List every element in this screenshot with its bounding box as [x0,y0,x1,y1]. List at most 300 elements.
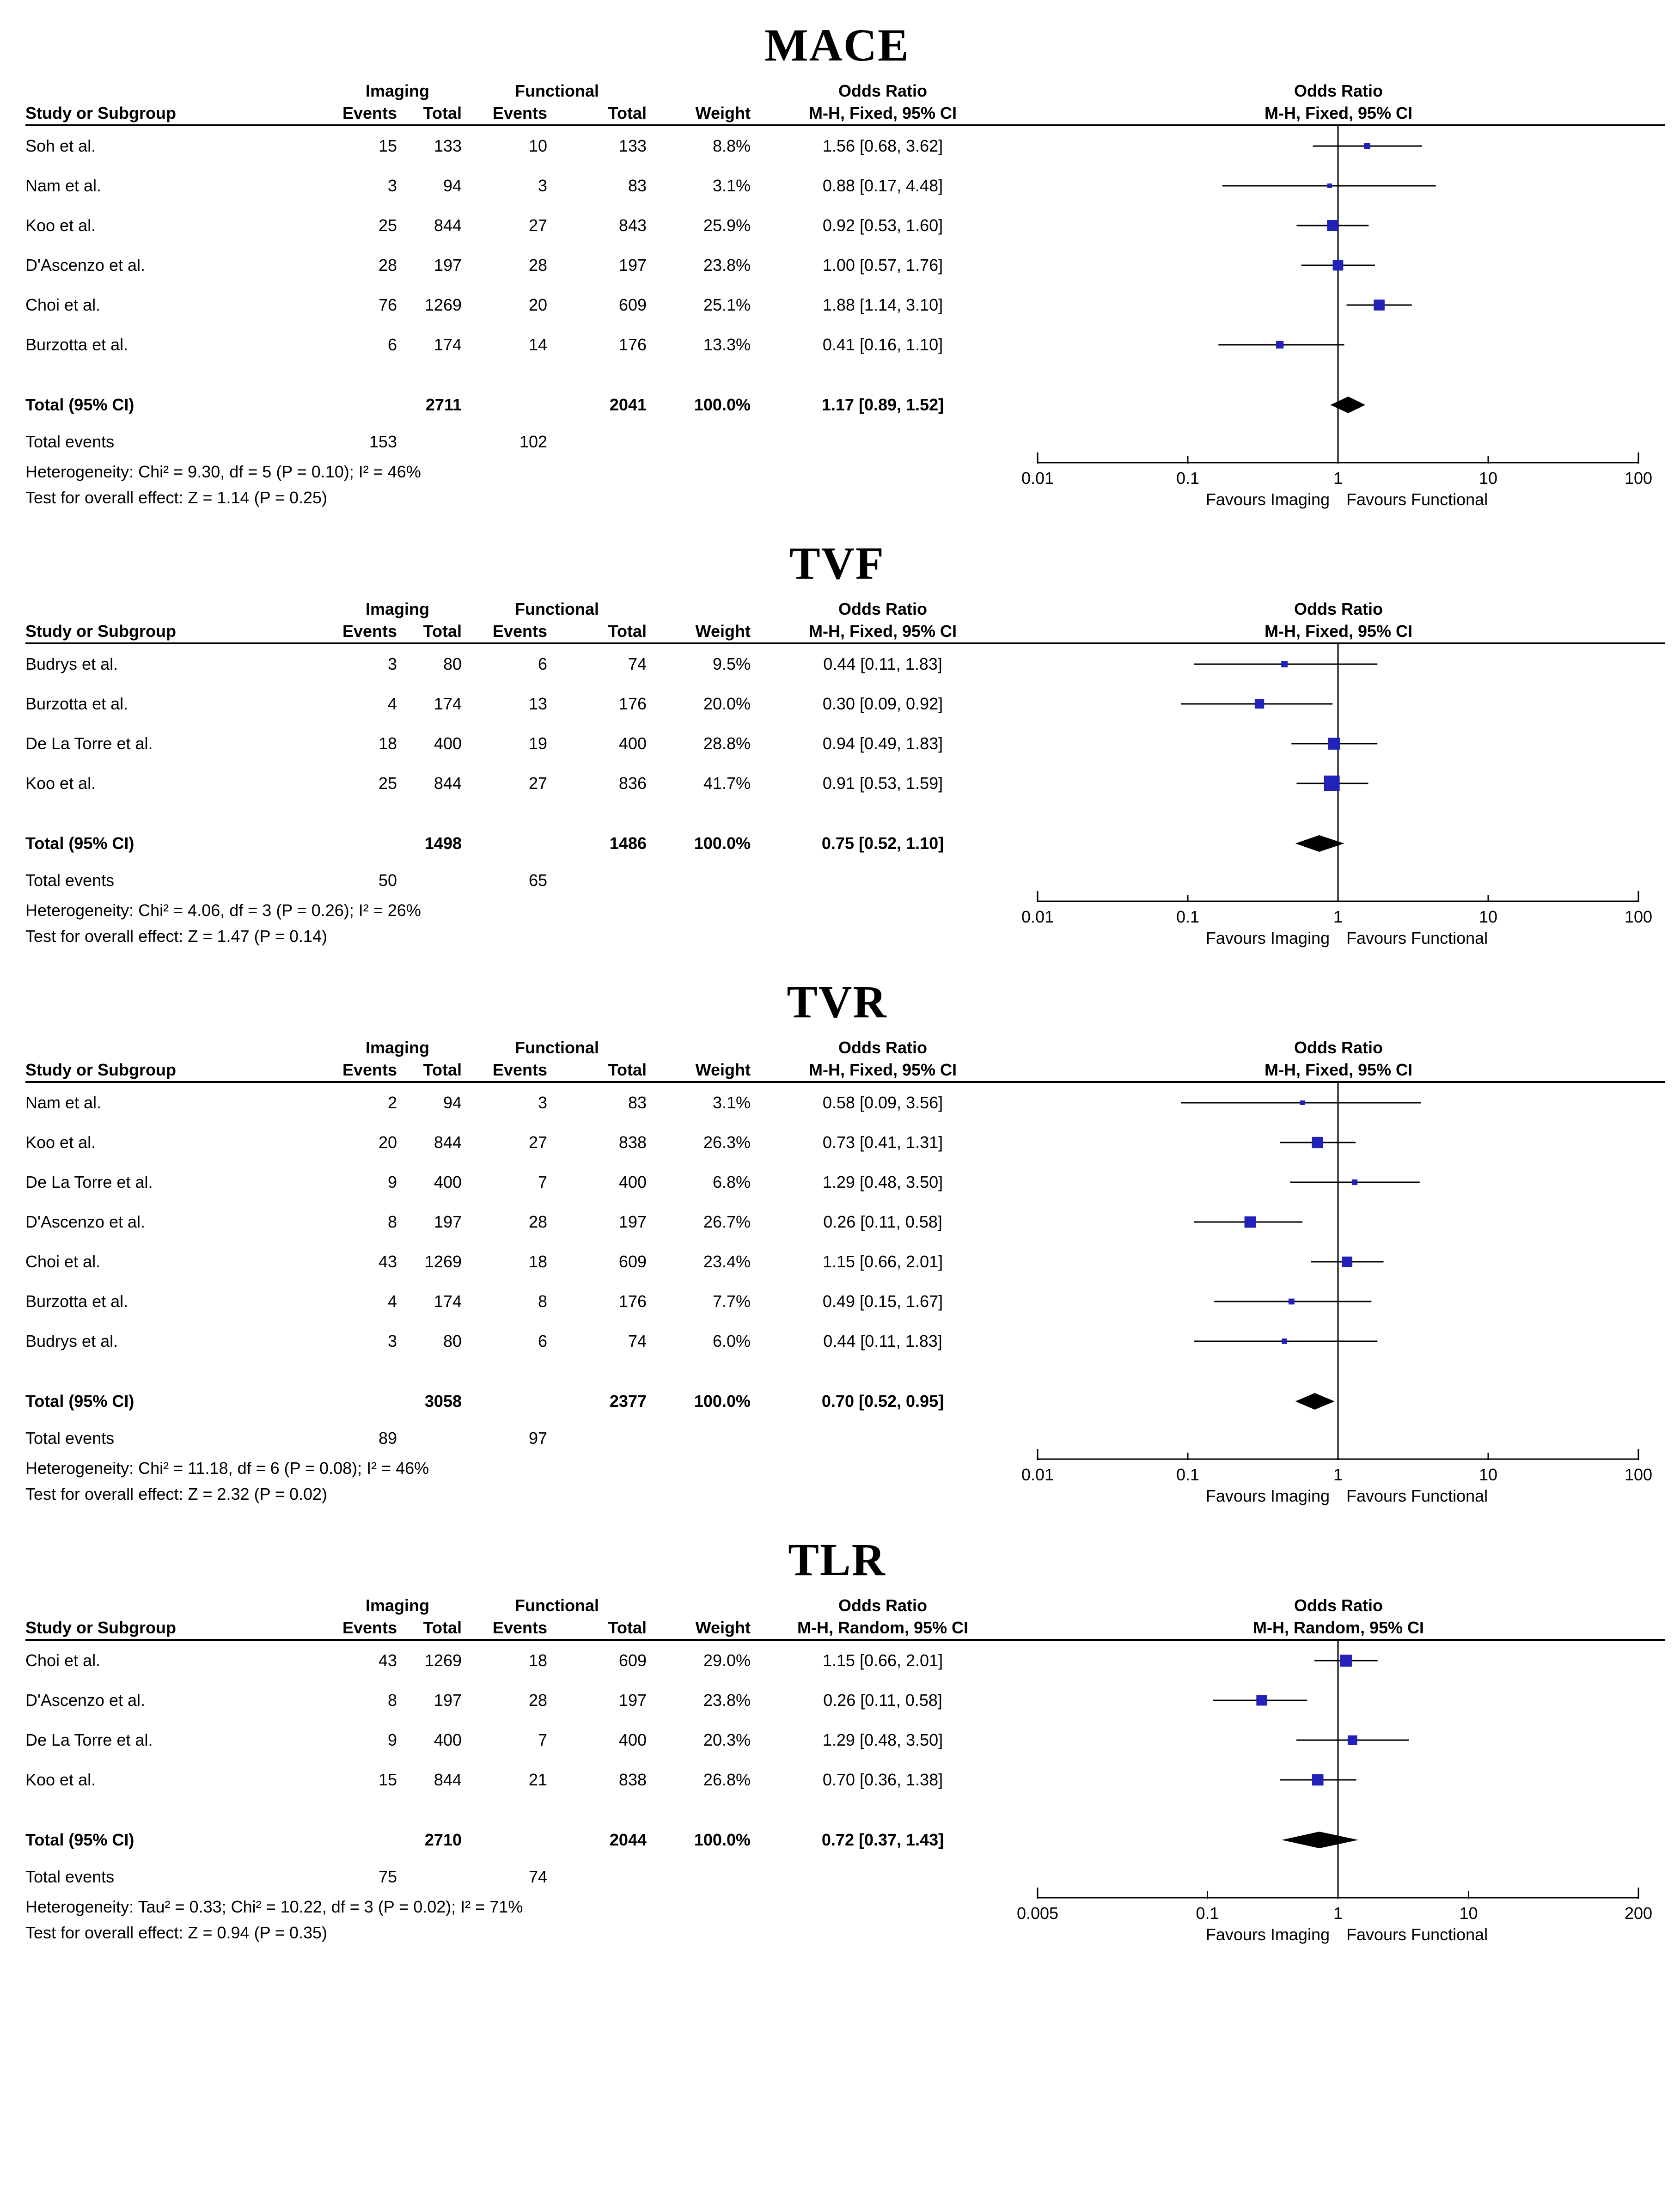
imaging-events: 8 [387,1691,397,1710]
study-row [25,1083,1665,1123]
functional-events: 3 [538,176,547,195]
imaging-total: 174 [434,335,462,354]
axis-tick-label: 0.01 [1021,907,1054,926]
total-label: Total (95% CI) [25,395,134,414]
total-or-ci: 0.70 [0.52, 0.95] [821,1392,944,1411]
spacer-row [25,1361,1665,1381]
study-name: Koo et al. [25,1133,96,1152]
study-name: De La Torre et al. [25,1173,153,1192]
functional-events: 27 [528,774,547,793]
study-column-header: Study or Subgroup [25,1060,176,1079]
weight-column-header: Weight [695,1060,751,1079]
total-functional-n: 2044 [609,1830,647,1849]
study-name: Soh et al. [25,136,96,155]
total-events-functional: 102 [519,432,547,451]
or-ci-value: 1.56 [0.68, 3.62] [822,136,943,155]
method-column-header: M-H, Fixed, 95% CI [808,1060,957,1079]
study-name: Koo et al. [25,774,96,793]
imaging-group-label: Imaging [365,81,429,100]
total-events-imaging: 89 [378,1429,397,1448]
favours-left-label: Favours Imaging [1205,1486,1330,1505]
study-name: D'Ascenzo et al. [25,1212,145,1231]
study-row [25,245,1665,285]
or-ci-value: 0.49 [0.15, 1.67] [822,1292,943,1311]
forest-panel [0,1533,1674,1946]
functional-total-header: Total [608,1618,647,1637]
functional-events: 19 [528,734,547,753]
axis-tick-label: 0.01 [1021,469,1054,488]
total-label: Total (95% CI) [25,1830,134,1849]
study-row [25,1641,1665,1680]
or-ci-value: 0.91 [0.53, 1.59] [822,774,943,793]
or-ci-value: 0.44 [0.11, 1.83] [823,1332,942,1350]
odds-ratio-column-label: Odds Ratio [838,1596,927,1615]
functional-events: 20 [528,295,547,314]
imaging-events: 3 [387,1332,397,1350]
imaging-total: 174 [434,694,462,713]
column-header-row [25,102,1665,124]
weight-value: 26.8% [703,1770,751,1789]
total-row [25,1381,1665,1421]
or-ci-value: 0.94 [0.49, 1.83] [822,734,943,753]
total-events-functional: 97 [528,1429,547,1448]
or-ci-value: 1.15 [0.66, 2.01] [822,1252,943,1271]
weight-value: 20.0% [703,694,751,713]
total-or-ci: 0.72 [0.37, 1.43] [821,1830,944,1849]
study-name: Nam et al. [25,176,102,195]
functional-total: 609 [618,1651,647,1670]
or-ci-value: 0.92 [0.53, 1.60] [822,216,943,235]
total-events-row [25,1860,1665,1894]
study-row [25,724,1665,764]
functional-events: 27 [528,216,547,235]
axis-tick-label: 0.1 [1176,469,1200,488]
panel-title: MACE [764,19,910,71]
total-weight: 100.0% [694,395,751,414]
panel-title: TLR [788,1534,886,1585]
total-events-label: Total events [25,432,115,451]
functional-total-header: Total [608,1060,647,1079]
overall-effect-text: Test for overall effect: Z = 2.32 (P = 0.02) [25,1485,328,1503]
total-events-row [25,1421,1665,1455]
imaging-events: 8 [387,1212,397,1231]
imaging-total: 1269 [424,1651,462,1670]
weight-value: 9.5% [712,654,751,673]
group-header-row [25,1595,1665,1617]
or-ci-value: 0.44 [0.11, 1.83] [823,654,942,673]
imaging-total: 844 [434,774,462,793]
study-row [25,1123,1665,1162]
functional-events-header: Events [492,622,547,641]
imaging-events: 4 [387,694,397,713]
study-name: Burzotta et al. [25,694,128,713]
total-imaging-n: 1498 [424,834,462,853]
weight-value: 26.7% [703,1212,751,1231]
functional-events: 7 [538,1173,547,1192]
total-events-functional: 65 [528,871,547,890]
study-name: Koo et al. [25,216,96,235]
axis-tick-label: 100 [1624,907,1653,926]
functional-events: 14 [528,335,547,354]
imaging-total: 844 [434,216,462,235]
imaging-total: 844 [434,1770,462,1789]
or-ci-value: 0.70 [0.36, 1.38] [822,1770,943,1789]
total-events-label: Total events [25,1867,115,1886]
study-name: D'Ascenzo et al. [25,1691,145,1710]
spacer-row [25,365,1665,385]
functional-total: 133 [618,136,647,155]
forest-panel [0,975,1674,1507]
heterogeneity-text: Heterogeneity: Chi² = 11.18, df = 6 (P = 0.08); I² = 46% [25,1459,429,1478]
imaging-total: 80 [443,1332,462,1350]
or-ci-value: 0.58 [0.09, 3.56] [822,1093,943,1112]
total-weight: 100.0% [694,834,751,853]
imaging-total: 400 [434,734,462,753]
functional-events: 28 [528,1691,547,1710]
weight-value: 6.8% [712,1173,751,1192]
functional-total: 843 [618,216,647,235]
axis-tick-label: 1 [1333,907,1343,926]
axis-tick-label: 10 [1478,1465,1498,1484]
imaging-events: 15 [378,136,397,155]
axis-tick-label: 1 [1333,1465,1343,1484]
imaging-events: 25 [378,216,397,235]
imaging-events: 3 [387,654,397,673]
imaging-events-header: Events [342,1618,397,1637]
total-events-label: Total events [25,1429,115,1448]
study-name: Choi et al. [25,1651,101,1670]
study-rows [25,126,1665,365]
weight-value: 7.7% [712,1292,751,1311]
odds-ratio-column-label: Odds Ratio [838,1038,927,1057]
total-row [25,824,1665,863]
study-name: Budrys et al. [25,654,118,673]
imaging-events: 9 [387,1173,397,1192]
or-ci-value: 0.73 [0.41, 1.31] [822,1133,943,1152]
panel-table [0,1037,1674,1507]
imaging-events: 76 [378,295,397,314]
axis-tick-label: 1 [1333,1904,1343,1923]
functional-total: 74 [628,654,647,673]
imaging-total: 197 [434,1691,462,1710]
study-row [25,325,1665,365]
imaging-total: 94 [443,1093,462,1112]
axis-tick-label: 1 [1333,469,1343,488]
functional-total: 838 [618,1133,647,1152]
study-rows [25,644,1665,803]
functional-events: 21 [528,1770,547,1789]
total-imaging-n: 2710 [424,1830,462,1849]
weight-value: 26.3% [703,1133,751,1152]
column-header-row [25,1617,1665,1639]
weight-value: 3.1% [712,1093,751,1112]
study-name: Budrys et al. [25,1332,118,1350]
or-ci-value: 0.41 [0.16, 1.10] [822,335,943,354]
imaging-events-header: Events [342,1060,397,1079]
axis-tick-label: 0.1 [1176,1465,1200,1484]
study-name: Burzotta et al. [25,1292,128,1311]
total-events-imaging: 75 [378,1867,397,1886]
weight-value: 23.8% [703,1691,751,1710]
imaging-total: 133 [434,136,462,155]
panel-title: TVR [787,976,887,1027]
weight-value: 23.4% [703,1252,751,1271]
study-row [25,684,1665,724]
functional-events: 7 [538,1730,547,1749]
favours-left-label: Favours Imaging [1205,1925,1330,1944]
total-events-functional: 74 [528,1867,547,1886]
spacer-row [25,803,1665,824]
overall-effect-text: Test for overall effect: Z = 1.14 (P = 0.25) [25,488,328,507]
weight-column-header: Weight [695,1618,751,1637]
imaging-events: 20 [378,1133,397,1152]
total-weight: 100.0% [694,1830,751,1849]
imaging-events: 9 [387,1730,397,1749]
weight-column-header: Weight [695,104,751,122]
functional-events: 6 [538,1332,547,1350]
heterogeneity-text: Heterogeneity: Chi² = 4.06, df = 3 (P = 0.26); I² = 26% [25,901,421,920]
axis-tick-label: 0.005 [1016,1904,1059,1923]
study-row [25,1242,1665,1282]
functional-events: 8 [538,1292,547,1311]
group-header-row [25,598,1665,620]
study-name: D'Ascenzo et al. [25,256,145,275]
imaging-events: 2 [387,1093,397,1112]
or-ci-value: 1.29 [0.48, 3.50] [822,1173,943,1192]
total-functional-n: 2377 [609,1392,647,1411]
method-column-header: M-H, Random, 95% CI [797,1618,969,1637]
overall-effect-text: Test for overall effect: Z = 1.47 (P = 0.14) [25,927,328,946]
study-rows [25,1083,1665,1361]
imaging-events: 18 [378,734,397,753]
imaging-total: 1269 [424,1252,462,1271]
imaging-total: 80 [443,654,462,673]
functional-events: 28 [528,1212,547,1231]
total-events-imaging: 50 [378,871,397,890]
functional-group-label: Functional [515,599,599,618]
functional-events-header: Events [492,104,547,122]
functional-total: 400 [618,1730,647,1749]
weight-value: 28.8% [703,734,751,753]
odds-ratio-column-label: Odds Ratio [838,599,927,618]
weight-value: 25.1% [703,295,751,314]
functional-events-header: Events [492,1618,547,1637]
plot-odds-ratio-label: Odds Ratio [1294,81,1383,100]
imaging-total: 400 [434,1730,462,1749]
or-ci-value: 1.15 [0.66, 2.01] [822,1651,943,1670]
imaging-events: 43 [378,1252,397,1271]
functional-total-header: Total [608,622,647,641]
study-name: Burzotta et al. [25,335,128,354]
functional-total: 83 [628,176,647,195]
axis-tick-label: 100 [1624,469,1653,488]
functional-events: 18 [528,1651,547,1670]
imaging-events: 43 [378,1651,397,1670]
total-or-ci: 0.75 [0.52, 1.10] [821,834,944,853]
functional-events-header: Events [492,1060,547,1079]
functional-events: 27 [528,1133,547,1152]
or-ci-value: 1.00 [0.57, 1.76] [822,256,943,275]
plot-method-header: M-H, Fixed, 95% CI [1264,622,1413,641]
imaging-events: 6 [387,335,397,354]
functional-events: 3 [538,1093,547,1112]
study-row [25,285,1665,325]
forest-panel [0,18,1674,511]
study-name: Choi et al. [25,1252,101,1271]
study-name: De La Torre et al. [25,1730,153,1749]
functional-total: 609 [618,1252,647,1271]
imaging-total-header: Total [423,104,462,122]
study-name: De La Torre et al. [25,734,153,753]
study-row [25,1680,1665,1720]
or-ci-value: 1.29 [0.48, 3.50] [822,1730,943,1749]
functional-total: 197 [618,256,647,275]
weight-value: 25.9% [703,216,751,235]
imaging-total-header: Total [423,622,462,641]
total-or-ci: 1.17 [0.89, 1.52] [821,395,944,414]
functional-total: 197 [618,1691,647,1710]
imaging-total: 197 [434,1212,462,1231]
imaging-total-header: Total [423,1618,462,1637]
functional-total: 400 [618,1173,647,1192]
group-header-row [25,80,1665,102]
study-row [25,1202,1665,1242]
functional-total: 609 [618,295,647,314]
functional-total: 838 [618,1770,647,1789]
total-imaging-n: 2711 [425,395,462,414]
or-ci-value: 0.30 [0.09, 0.92] [822,694,943,713]
weight-value: 6.0% [712,1332,751,1350]
total-row [25,385,1665,425]
imaging-total: 844 [434,1133,462,1152]
heterogeneity-text: Heterogeneity: Tau² = 0.33; Chi² = 10.22, df = 3 (P = 0.02); I² = 71% [25,1897,523,1916]
weight-value: 20.3% [703,1730,751,1749]
study-row [25,126,1665,166]
study-name: Choi et al. [25,295,101,314]
total-imaging-n: 3058 [424,1392,462,1411]
functional-group-label: Functional [515,81,599,100]
functional-total: 176 [618,694,647,713]
imaging-events: 15 [378,1770,397,1789]
imaging-total: 1269 [424,295,462,314]
study-name: Koo et al. [25,1770,96,1789]
method-column-header: M-H, Fixed, 95% CI [808,104,957,122]
plot-odds-ratio-label: Odds Ratio [1294,1038,1383,1057]
weight-value: 41.7% [703,774,751,793]
weight-value: 3.1% [712,176,751,195]
spacer-row [25,1800,1665,1820]
functional-events: 6 [538,654,547,673]
functional-events: 28 [528,256,547,275]
imaging-total: 174 [434,1292,462,1311]
method-column-header: M-H, Fixed, 95% CI [808,622,957,641]
study-row [25,1321,1665,1361]
functional-group-label: Functional [515,1596,599,1615]
total-label: Total (95% CI) [25,1392,134,1411]
study-column-header: Study or Subgroup [25,104,176,122]
axis-tick-label: 200 [1624,1904,1653,1923]
study-row [25,764,1665,803]
study-row [25,1720,1665,1760]
column-header-row [25,1059,1665,1081]
imaging-group-label: Imaging [365,1038,429,1057]
axis-tick-label: 10 [1459,1904,1478,1923]
functional-group-label: Functional [515,1038,599,1057]
imaging-total: 94 [443,176,462,195]
favours-right-label: Favours Functional [1346,1925,1488,1944]
functional-total: 176 [618,335,647,354]
forest-panel [0,537,1674,949]
functional-total: 83 [628,1093,647,1112]
functional-total: 836 [618,774,647,793]
axis-tick-label: 0.1 [1196,1904,1219,1923]
imaging-events: 3 [387,176,397,195]
total-functional-n: 2041 [609,395,647,414]
or-ci-value: 0.26 [0.11, 0.58] [823,1212,942,1231]
axis-tick-label: 100 [1624,1465,1653,1484]
plot-method-header: M-H, Fixed, 95% CI [1264,1060,1413,1079]
functional-events: 13 [528,694,547,713]
functional-total-header: Total [608,104,647,122]
panel-title: TVF [789,538,885,589]
imaging-group-label: Imaging [365,599,429,618]
weight-value: 23.8% [703,256,751,275]
total-functional-n: 1486 [609,834,647,853]
total-row [25,1820,1665,1860]
plot-odds-ratio-label: Odds Ratio [1294,1596,1383,1615]
total-events-label: Total events [25,871,115,890]
total-events-row [25,863,1665,898]
weight-value: 13.3% [703,335,751,354]
weight-value: 29.0% [703,1651,751,1670]
favours-right-label: Favours Functional [1346,929,1488,947]
favours-right-label: Favours Functional [1346,1486,1488,1505]
weight-value: 8.8% [712,136,751,155]
imaging-total: 400 [434,1173,462,1192]
or-ci-value: 0.26 [0.11, 0.58] [823,1691,942,1710]
study-row [25,206,1665,245]
total-weight: 100.0% [694,1392,751,1411]
overall-effect-text: Test for overall effect: Z = 0.94 (P = 0.35) [25,1923,328,1942]
column-header-row [25,620,1665,642]
functional-events: 18 [528,1252,547,1271]
plot-method-header: M-H, Fixed, 95% CI [1264,104,1413,122]
study-row [25,166,1665,206]
imaging-events-header: Events [342,104,397,122]
or-ci-value: 0.88 [0.17, 4.48] [822,176,943,195]
functional-total: 176 [618,1292,647,1311]
panel-table [0,1595,1674,1946]
panel-table [0,80,1674,511]
study-row [25,1162,1665,1202]
functional-total: 74 [628,1332,647,1350]
heterogeneity-text: Heterogeneity: Chi² = 9.30, df = 5 (P = 0.10); I² = 46% [25,462,421,481]
functional-events: 10 [528,136,547,155]
total-events-imaging: 153 [369,432,397,451]
study-row [25,644,1665,684]
total-events-row [25,425,1665,459]
functional-total: 197 [618,1212,647,1231]
plot-method-header: M-H, Random, 95% CI [1252,1618,1424,1637]
plot-odds-ratio-label: Odds Ratio [1294,599,1383,618]
imaging-events: 4 [387,1292,397,1311]
favours-left-label: Favours Imaging [1205,929,1330,947]
imaging-events: 28 [378,256,397,275]
axis-tick-label: 10 [1478,469,1498,488]
functional-total: 400 [618,734,647,753]
favours-left-label: Favours Imaging [1205,490,1330,509]
or-ci-value: 1.88 [1.14, 3.10] [822,295,943,314]
